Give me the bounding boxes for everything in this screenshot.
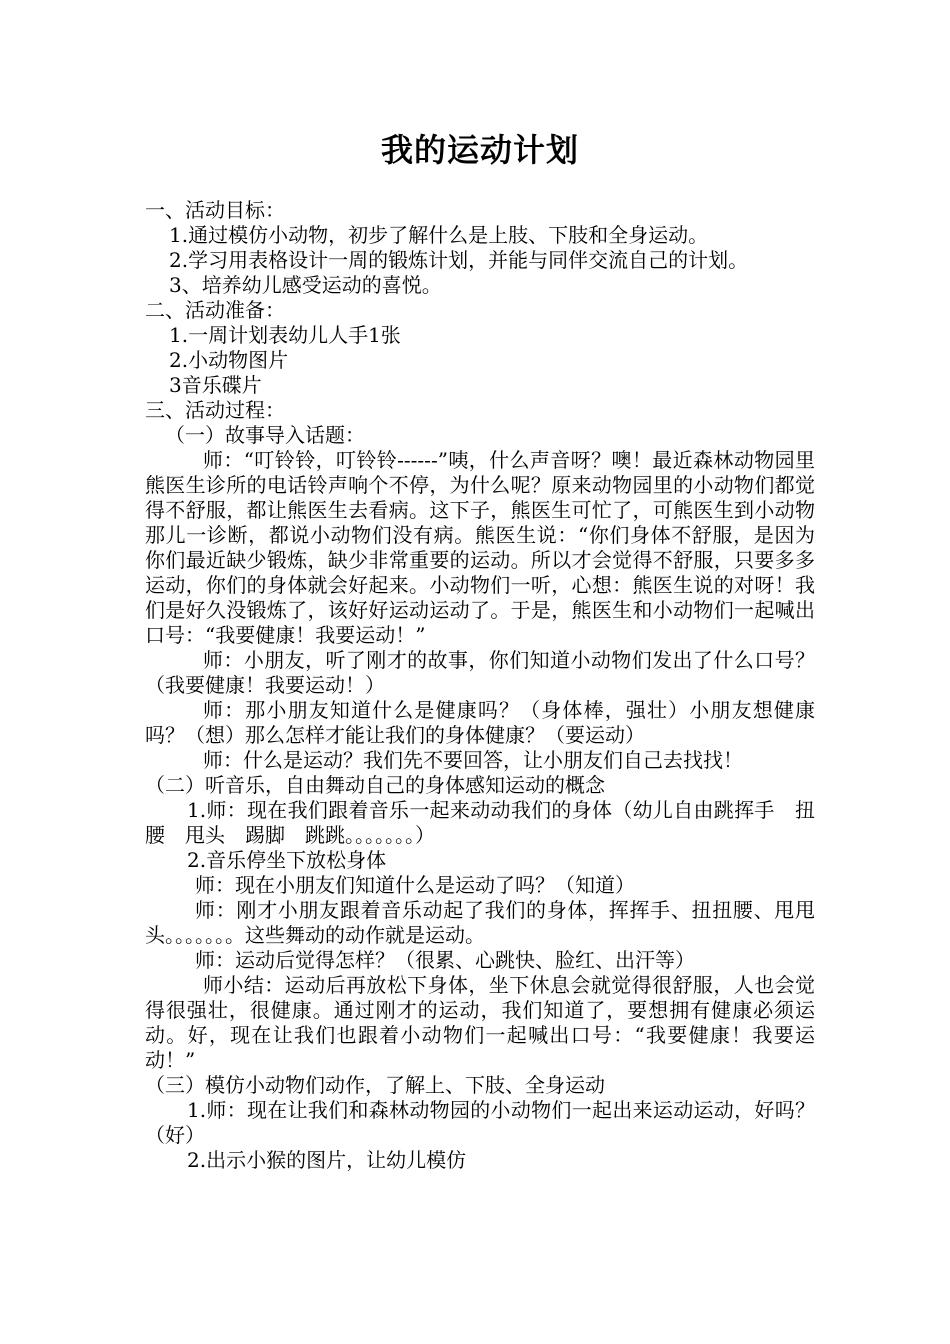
paragraph: 师：“叮铃铃，叮铃铃------”咦，什么声音呀？噢！最近森林动物园里熊医生诊所的电话铃声响个不停，为什么呢？原来动物园里的小动物们都觉得不舒服，都让熊医生去看病。这下子，熊医生可忙了，可熊医生到小动物那儿一诊断，都说小动物们没有病。熊医生说：“你们身体不舒服，是因为你们最近缺少锻炼，缺少非常重要的运动。所以才会觉得不舒服，只要多多运动，你们的身体就会好起来。小动物们一听，心想：熊医生说的对呀！我们是好久没锻炼了，该好好运动运动了。于是，熊医生和小动物们一起喊出口号：“我要健康！我要运动！” (145, 448, 815, 647)
section-heading: 三、活动过程： (145, 398, 285, 422)
paragraph: 2.音乐停坐下放松身体 (187, 848, 387, 872)
list-item: 1.一周计划表幼儿人手1张 (169, 323, 401, 347)
document-title: 我的运动计划 (380, 131, 579, 169)
paragraph: 师：现在小朋友们知道什么是运动了吗？（知道） (195, 873, 635, 897)
list-item: 2.小动物图片 (169, 348, 289, 372)
section-heading: 一、活动目标： (145, 198, 285, 222)
list-item: 2.学习用表格设计一周的锻炼计划，并能与同伴交流自己的计划。 (169, 248, 749, 272)
paragraph: 2.出示小猴的图片，让幼儿模仿 (187, 1148, 467, 1172)
paragraph: 师：什么是运动？我们先不要回答，让小朋友们自己去找找！ (203, 748, 743, 772)
section-heading: 二、活动准备： (145, 298, 285, 322)
document-page (145, 0, 815, 1344)
subsection-heading: （三）模仿小动物们动作，了解上、下肢、全身运动 (145, 1073, 605, 1097)
list-item: 3音乐碟片 (169, 373, 262, 397)
paragraph: 师：运动后觉得怎样？（很累、心跳快、脸红、出汗等） (195, 948, 695, 972)
subsection-heading: （一）故事导入话题： (165, 423, 365, 447)
paragraph: 1.师：现在让我们和森林动物园的小动物们一起出来运动运动，好吗？（好） (145, 1098, 815, 1147)
list-item: 3、培养幼儿感受运动的喜悦。 (169, 273, 442, 297)
paragraph: 师：刚才小朋友跟着音乐动起了我们的身体，挥挥手、扭扭腰、甩甩头。。。。。。。这些舞动的动作就是运动。 (145, 898, 815, 947)
list-item: 1.通过模仿小动物，初步了解什么是上肢、下肢和全身运动。 (169, 223, 709, 247)
paragraph: 1.师：现在我们跟着音乐一起来动动我们的身体（幼儿自由跳挥手 扭腰 甩头 踢脚 跳跳。。。。。。。） (145, 798, 815, 847)
document-body (145, 198, 815, 1173)
subsection-heading: （二）听音乐，自由舞动自己的身体感知运动的概念 (145, 773, 605, 797)
paragraph: 师：那小朋友知道什么是健康吗？（身体棒，强壮）小朋友想健康吗？（想）那么怎样才能让我们的身体健康？（要运动） (145, 698, 815, 747)
paragraph: 师小结：运动后再放松下身体，坐下休息会就觉得很舒服，人也会觉得很强壮，很健康。通过刚才的运动，我们知道了，要想拥有健康必须运动。好，现在让我们也跟着小动物们一起喊出口号：“我要健康！我要运动！” (145, 973, 815, 1072)
paragraph: 师：小朋友，听了刚才的故事，你们知道小动物们发出了什么口号？（我要健康！我要运动！） (145, 648, 815, 697)
